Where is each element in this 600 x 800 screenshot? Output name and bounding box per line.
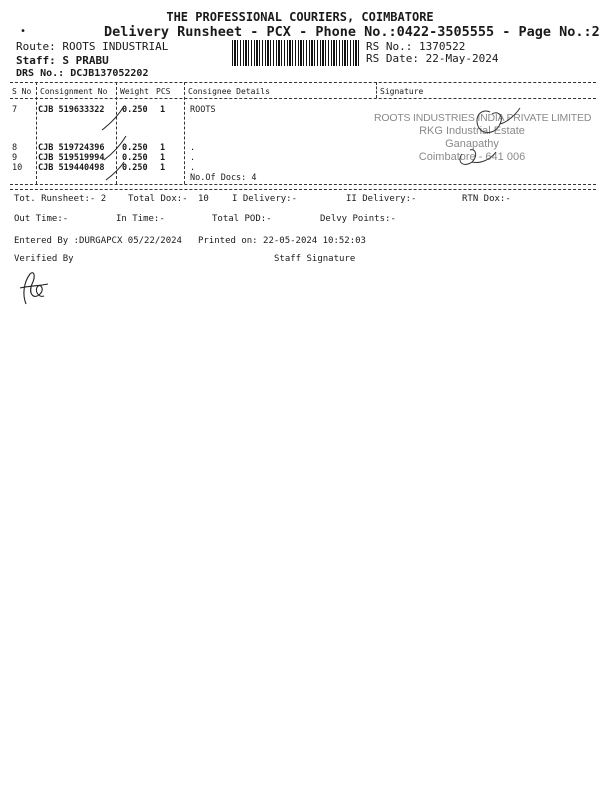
barcode — [232, 40, 360, 66]
table-header-rule — [10, 98, 596, 99]
drs-line — [16, 68, 148, 79]
stamp-address-line: Ganapathy — [445, 138, 499, 150]
column-divider — [376, 82, 377, 98]
col-header-consignment: Consignment No — [40, 87, 108, 96]
stamp-address-line: Coimbatore - 641 006 — [418, 151, 526, 163]
row-consignee: . — [190, 153, 196, 163]
route-value: ROOTS INDUSTRIAL — [62, 40, 169, 53]
drs-value: DCJB137052202 — [70, 68, 149, 79]
column-divider — [184, 82, 185, 184]
staff-signature-label: Staff Signature — [274, 254, 356, 264]
docs-count: No.Of Docs: 4 — [190, 173, 257, 183]
in-time: In Time:- — [116, 214, 165, 224]
row-pcs: 1 — [160, 105, 166, 115]
staff-label: Staff: — [16, 54, 56, 67]
total-dox-label: Total Dox:- — [128, 194, 188, 204]
rs-no-label: RS No.: — [366, 40, 413, 53]
row-pcs: 1 — [160, 163, 166, 173]
rtn-dox: RTN Dox:- — [462, 194, 511, 204]
col-header-weight: Weight — [120, 87, 149, 96]
handwritten-tick-marks — [96, 100, 146, 186]
bullet-mark: • — [20, 26, 27, 37]
row-weight: 0.250 — [122, 143, 148, 153]
row-pcs: 1 — [160, 143, 166, 153]
row-consignee: . — [190, 143, 196, 153]
total-pod: Total POD:- — [212, 214, 272, 224]
rs-no-value: 1370522 — [418, 40, 466, 53]
col-header-pcs: PCS — [156, 87, 171, 96]
rs-date-value: 22-May-2024 — [425, 52, 499, 65]
ii-delivery: II Delivery:- — [346, 194, 417, 204]
route-line — [16, 40, 168, 53]
row-consignment: CJB 519440498 — [38, 163, 105, 173]
runsheet-title: Delivery Runsheet - PCX - Phone No.:0422-3505555 - Page No.:2 — [104, 24, 600, 40]
row-consignee: ROOTS — [190, 105, 216, 115]
totals-rule — [10, 189, 596, 190]
delvy-points: Delvy Points:- — [320, 214, 396, 224]
row-weight: 0.250 — [122, 153, 148, 163]
row-sno: 10 — [12, 163, 23, 173]
rs-date-line — [366, 52, 498, 65]
row-weight: 0.250 — [122, 105, 148, 115]
staff-line — [16, 54, 109, 67]
row-consignee: . — [190, 163, 196, 173]
staff-value: S PRABU — [62, 54, 109, 67]
row-sno: 9 — [12, 153, 18, 163]
column-divider — [36, 82, 37, 184]
stamp-address-line: RKG Industrial Estate — [419, 125, 525, 137]
company-name: THE PROFESSIONAL COURIERS, COIMBATORE — [166, 10, 434, 24]
table-top-rule — [10, 82, 596, 83]
total-dox-value: 10 — [198, 194, 209, 204]
row-sno: 7 — [12, 105, 18, 115]
tot-runsheet: Tot. Runsheet:- 2 — [14, 194, 107, 204]
route-label: Route: — [16, 40, 56, 53]
col-header-consignee: Consignee Details — [188, 87, 270, 96]
printed-on: Printed on: 22-05-2024 10:52:03 — [198, 236, 366, 246]
drs-label: DRS No.: — [16, 68, 65, 79]
receiver-signature — [420, 104, 540, 174]
row-weight: 0.250 — [122, 163, 148, 173]
row-sno: 8 — [12, 143, 18, 153]
i-delivery: I Delivery:- — [232, 194, 298, 204]
stamp-company-name: ROOTS INDUSTRIES INDIA PRIVATE LIMITED — [374, 112, 592, 124]
row-pcs: 1 — [160, 153, 166, 163]
rs-date-label: RS Date: — [366, 52, 419, 65]
verified-by-label: Verified By — [14, 254, 74, 264]
out-time: Out Time:- — [14, 214, 69, 224]
row-consignment: CJB 519633322 — [38, 105, 105, 115]
verifier-signature — [14, 264, 54, 310]
col-header-signature: Signature — [380, 87, 424, 96]
col-header-sno: S No — [12, 87, 32, 96]
row-consignment: CJB 519519994 — [38, 153, 105, 163]
entered-by: Entered By :DURGAPCX 05/22/2024 — [14, 236, 182, 246]
row-consignment: CJB 519724396 — [38, 143, 105, 153]
